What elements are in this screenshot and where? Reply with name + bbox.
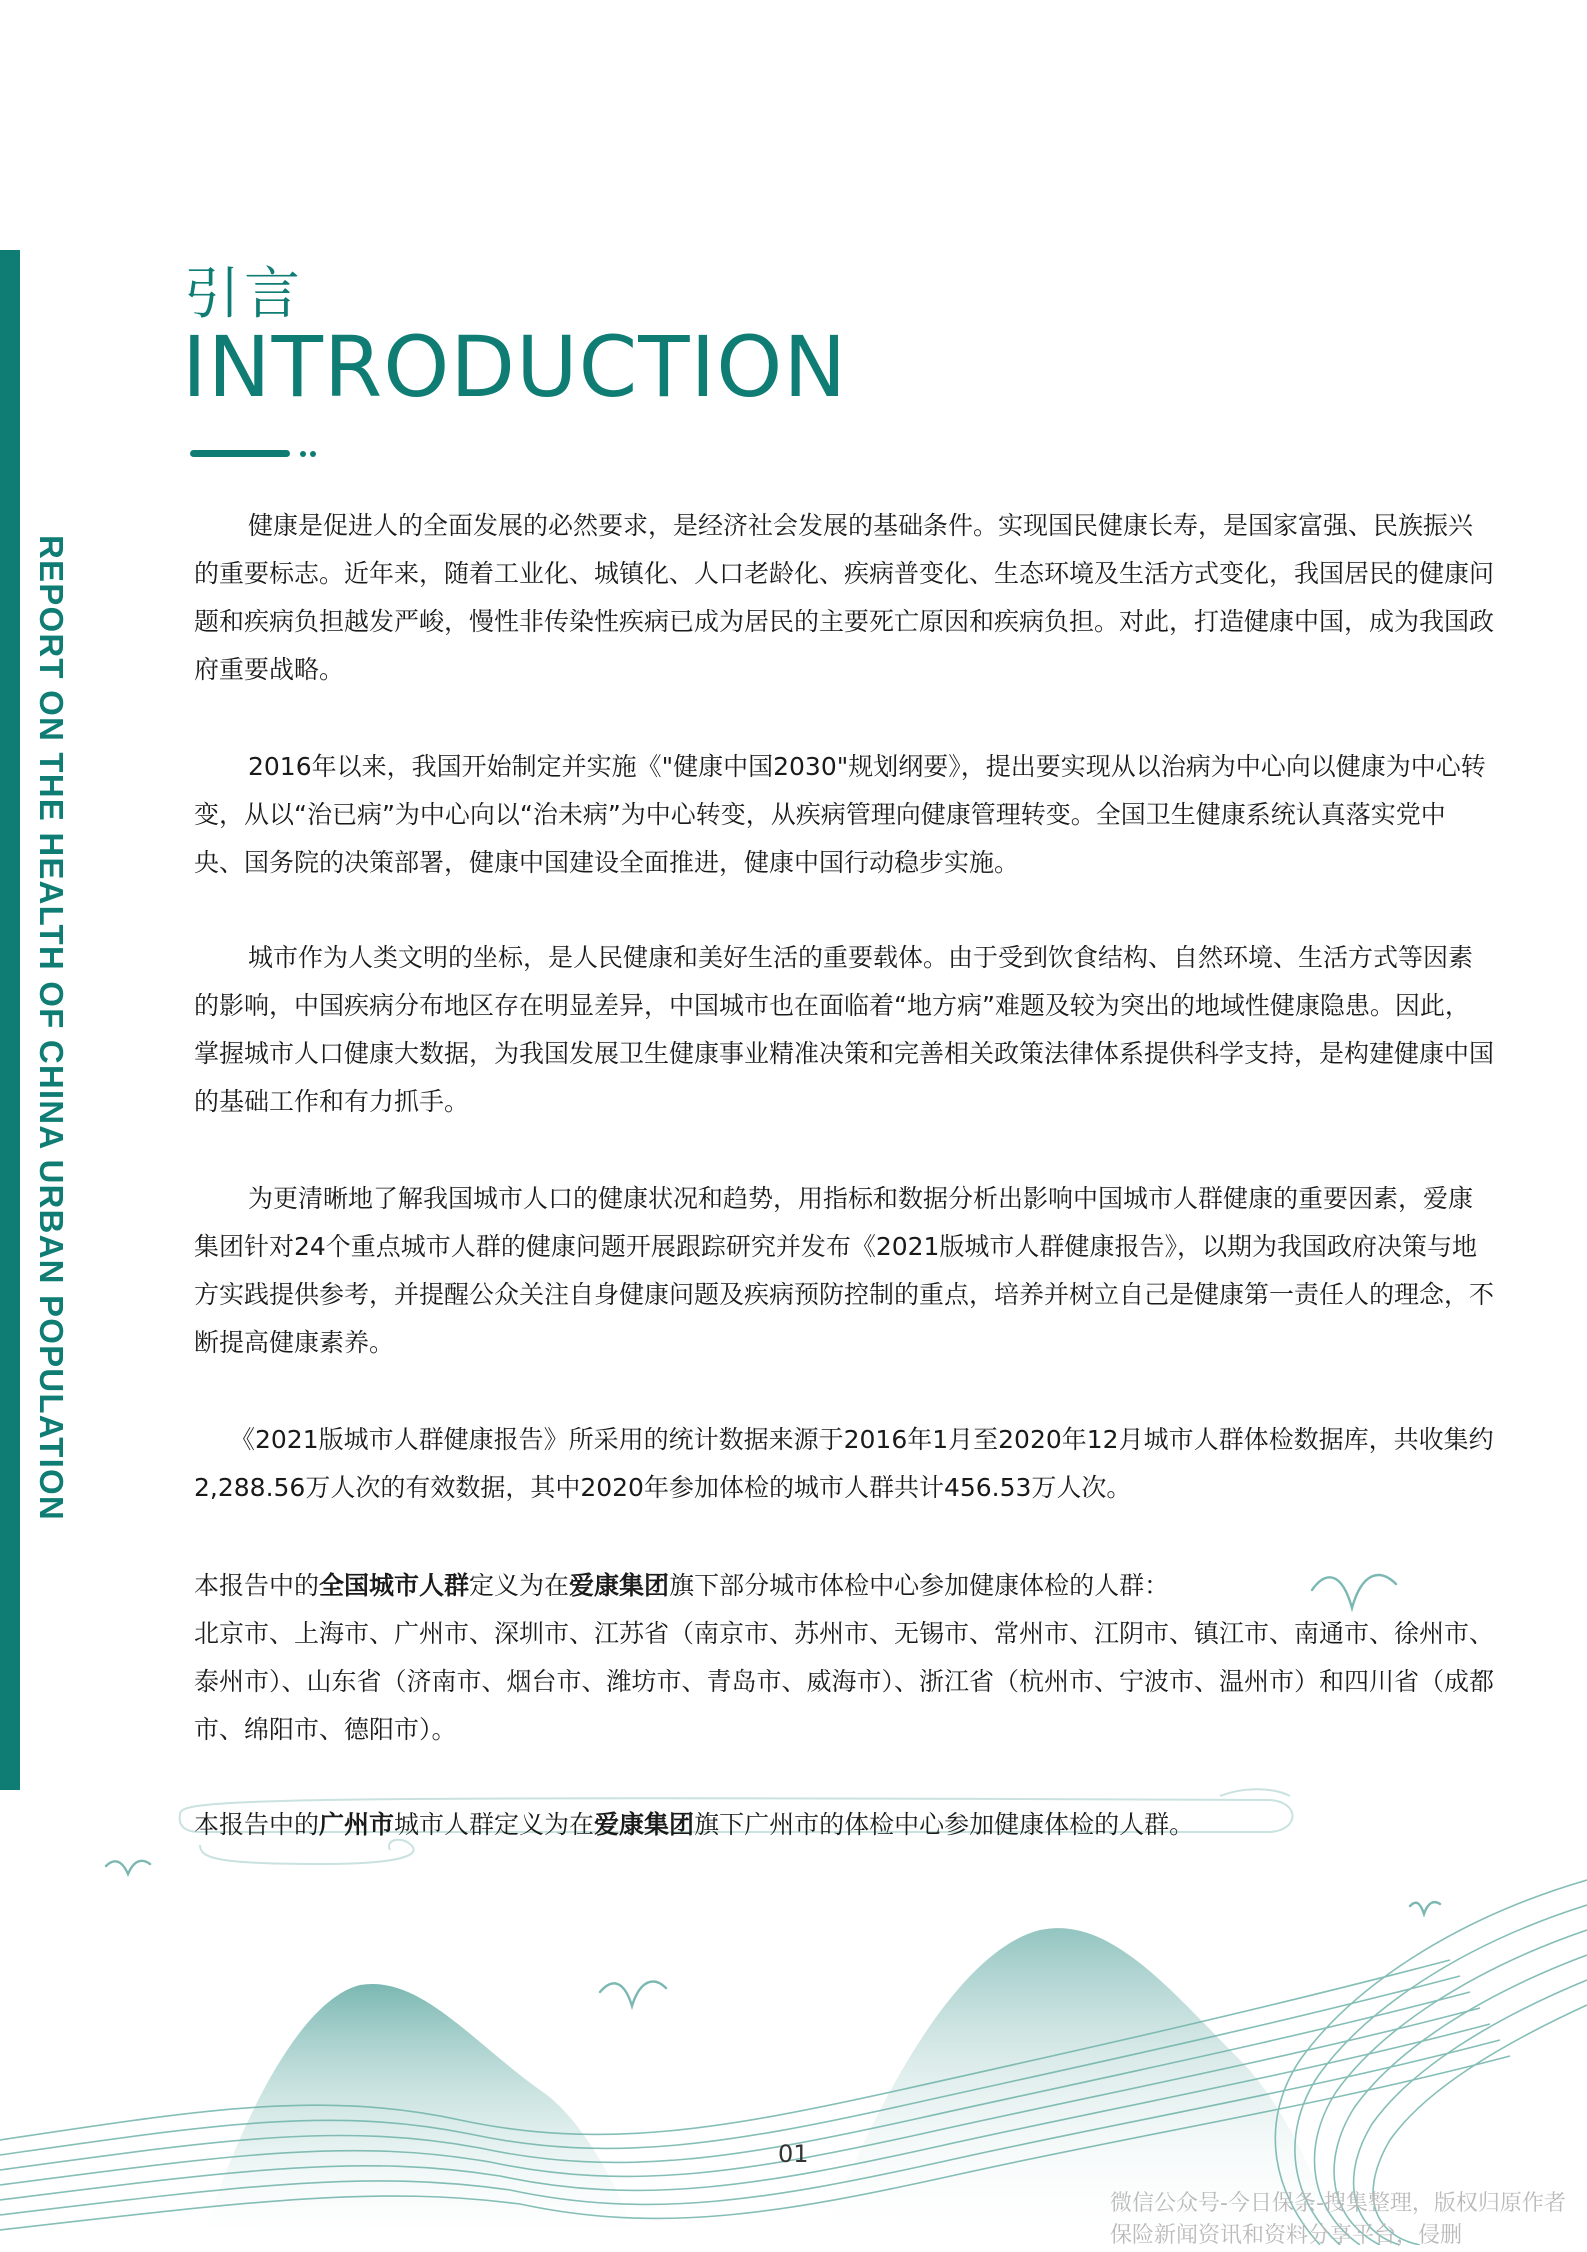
title-underline xyxy=(190,450,290,457)
intro-paragraph-3: 城市作为人类文明的坐标，是人民健康和美好生活的重要载体。由于受到饮食结构、自然环境、生活方式等因素的影响，中国疾病分布地区存在明显差异，中国城市也在面临着“地方病”难题及较为突出的地域性健康隐患。因此，掌握城市人口健康大数据，为我国发展卫生健康事业精准决策和完善相关政策法律体系提供科学支持，是构建健康中国的基础工作和有力抓手。 xyxy=(194,943,1495,1116)
city-list: 北京市、上海市、广州市、深圳市、江苏省（南京市、苏州市、无锡市、常州市、江阴市、镇江市、南通市、徐州市、泰州市）、山东省（济南市、烟台市、潍坊市、青岛市、威海市）、浙江省（杭州市、宁波市、温州市）和四川省（成都市、绵阳市、德阳市）。 xyxy=(194,1619,1495,1744)
intro-paragraph-1: 健康是促进人的全面发展的必然要求，是经济社会发展的基础条件。实现国民健康长寿，是国家富强、民族振兴的重要标志。近年来，随着工业化、城镇化、人口老龄化、疾病普变化、生态环境及生活方式变化，我国居民的健康问题和疾病负担越发严峻，慢性非传染性疾病已成为居民的主要死亡原因和疾病负担。对此，打造健康中国，成为我国政府重要战略。 xyxy=(194,511,1495,684)
bird-icon xyxy=(1410,1902,1440,1914)
hill-left xyxy=(200,1984,640,2245)
title-dot xyxy=(300,451,306,457)
side-report-label xyxy=(33,535,76,1555)
cloud-icon xyxy=(1220,1789,1290,1796)
intro-paragraph-5: 《2021版城市人群健康报告》所采用的统计数据来源于2016年1月至2020年12月城市人群体检数据库，共收集约2,288.56万人次的有效数据，其中2020年参加体检的城市人群共计456.53万人次。 xyxy=(194,1425,1494,1502)
bird-icon xyxy=(600,1982,666,2006)
page-title-en: INTRODUCTION xyxy=(182,318,848,416)
page-number: 01 xyxy=(778,2140,809,2168)
intro-paragraph-4: 为更清晰地了解我国城市人口的健康状况和趋势，用指标和数据分析出影响中国城市人群健康的重要因素，爱康集团针对24个重点城市人群的健康问题开展跟踪研究并发布《2021版城市人群健康报告》，以期为我国政府决策与地方实践提供参考，并提醒公众关注自身健康问题及疾病预防控制的重点，培养并树立自己是健康第一责任人的理念，不断提高健康素养。 xyxy=(194,1184,1495,1357)
side-report-text: REPORT ON THE HEALTH OF CHINA URBAN POPULATION xyxy=(33,535,70,1521)
page-title-cn: 引言 xyxy=(184,262,304,327)
side-accent-bar xyxy=(0,250,20,1790)
title-dot xyxy=(310,451,316,457)
intro-paragraph-2: 2016年以来，我国开始制定并实施《"健康中国2030"规划纲要》，提出要实现从以治病为中心向以健康为中心转变，从以“治已病”为中心向以“治未病”为中心转变，从疾病管理向健康管理转变。全国卫生健康系统认真落实党中央、国务院的决策部署，健康中国建设全面推进，健康中国行动稳步实施。 xyxy=(194,752,1486,877)
watermark: 微信公众号-今日保条-搜集整理，版权归原作者 保险新闻资讯和资料分享平台，侵删 xyxy=(1110,2191,1566,2248)
bird-icon xyxy=(106,1861,150,1874)
definition-guangzhou: 本报告中的广州市城市人群定义为在爱康集团旗下广州市的体检中心参加健康体检的人群。 xyxy=(194,1810,1195,1839)
definition-national: 本报告中的全国城市人群定义为在爱康集团旗下部分城市体检中心参加健康体检的人群： 北京市、上海市、广州市、深圳市、江苏省（南京市、苏州市、无锡市、常州市、江阴市、镇江市、南通市、徐州市、泰州市）、山东省（济南市、烟台市、潍坊市、青岛市、威海市）、浙江省（杭州市、宁波市、温州市）和四川省（成都市、绵阳市、德阳市）。 xyxy=(194,1571,1495,1744)
